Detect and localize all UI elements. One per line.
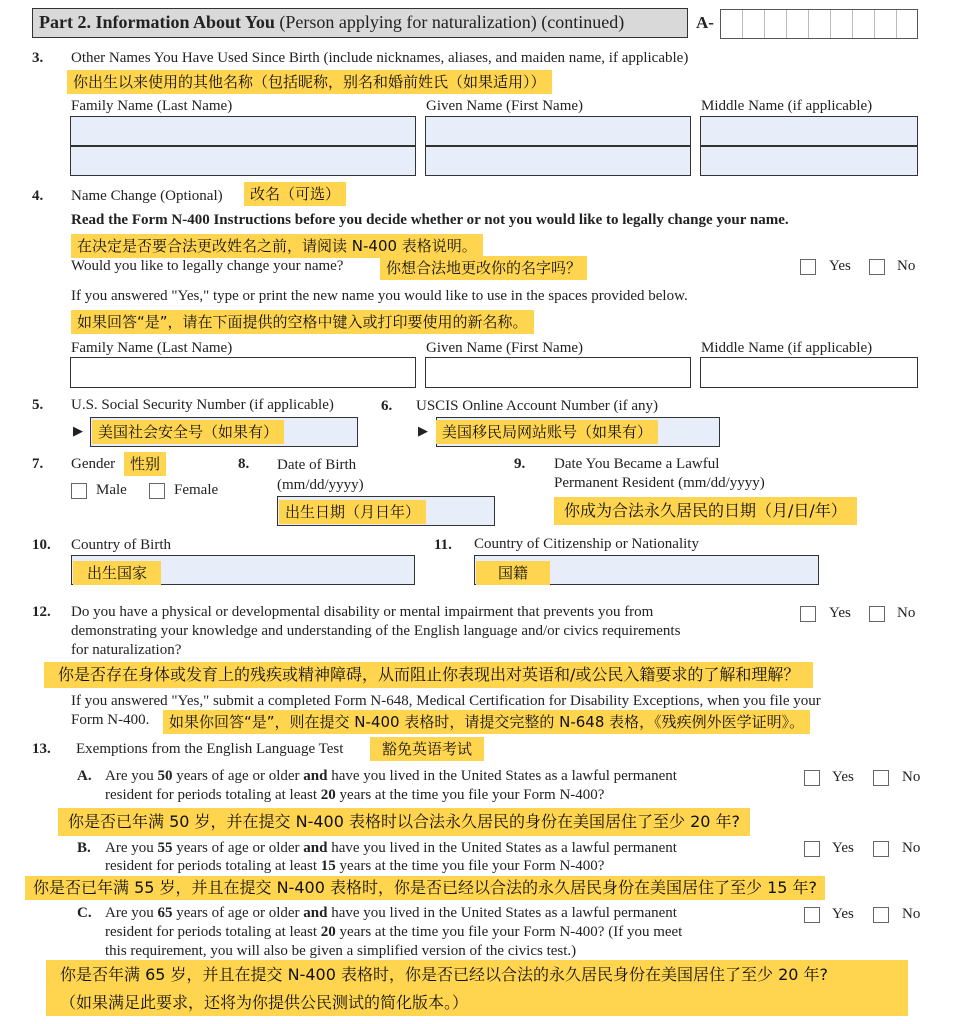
q13a-text-1: Are you: [105, 768, 158, 784]
q13a-text-4: resident for periods totaling at least: [105, 787, 321, 803]
q4-no-label: No: [897, 258, 916, 274]
q13b-line-1: [105, 840, 677, 857]
q4-question-translation: 你想合法地更改你的名字吗？: [380, 256, 587, 280]
part-title-rest: (Person applying for naturalization) (continued): [279, 12, 625, 32]
q5-label: U.S. Social Security Number (if applicable): [71, 397, 334, 413]
q13b-years: 15: [320, 858, 336, 874]
q4-family-field[interactable]: [70, 357, 416, 388]
q4-question: Would you like to legally change your name?: [71, 258, 344, 274]
q6-number: 6.: [381, 398, 393, 414]
q13a-no-label: No: [902, 769, 921, 785]
q13a-and: and: [303, 768, 328, 784]
q12-translation: 你是否存在身体或发育上的残疾或精神障碍，从而阻止你表现出对英语和/或公民入籍要求的了解和理解？: [44, 662, 813, 688]
q3-middle-field-1[interactable]: [700, 116, 918, 146]
q13a-text-3: have you lived in the United States as a lawful permanent: [327, 768, 677, 784]
q13c-translation-1: 你是否年满 65 岁，并且在提交 N-400 表格时，你是否已经以合法的永久居民身份在美国居住了至少 20 年?: [60, 965, 829, 984]
q3-middle-label: Middle Name (if applicable): [701, 98, 873, 114]
q4-given-label: Given Name (First Name): [426, 340, 584, 356]
q12-note-translation: 如果你回答“是”，则在提交 N-400 表格时，请提交完整的 N-648 表格，《残疾例外医学证明》。: [163, 710, 810, 734]
q13c-text-3: have you lived in the United States as a lawful permanent: [327, 905, 677, 921]
q13a-line-1: [105, 768, 677, 785]
q13b-yes-checkbox[interactable]: [804, 841, 820, 857]
q13c-and: and: [303, 905, 328, 921]
q4-given-field[interactable]: [425, 357, 691, 388]
q11-number: 11.: [434, 537, 452, 553]
q13b-letter: B.: [77, 840, 91, 856]
q4-middle-field[interactable]: [700, 357, 918, 388]
q4-instruction-translation: 在决定是否要合法更改姓名之前，请阅读 N-400 表格说明。: [71, 234, 483, 258]
q13b-text-4: resident for periods totaling at least: [105, 858, 321, 874]
q13c-text-4: resident for periods totaling at least: [105, 924, 321, 940]
q13c-text-1: Are you: [105, 905, 158, 921]
q13c-yes-checkbox[interactable]: [804, 907, 820, 923]
q13-label: Exemptions from the English Language Test: [76, 741, 344, 757]
q13c-text-5: years at the time you file your Form N-400? (If you meet: [335, 924, 683, 940]
q13a-translation: 你是否已年满 50 岁，并在提交 N-400 表格时以合法永久居民的身份在美国居住了至少 20 年?: [58, 808, 750, 836]
q12-yes-label: Yes: [829, 605, 851, 621]
q13c-letter: C.: [77, 905, 92, 921]
q3-middle-field-2[interactable]: [700, 146, 918, 176]
q10-label: Country of Birth: [71, 537, 171, 553]
q4-if-yes-text: If you answered "Yes," type or print the new name you would like to use in the spaces provided below.: [71, 288, 688, 304]
q3-given-field-2[interactable]: [425, 146, 691, 176]
q12-line-1: Do you have a physical or developmental disability or mental impairment that prevents you from: [71, 604, 654, 620]
q13-translation: 豁免英语考试: [370, 737, 484, 761]
q4-family-label: Family Name (Last Name): [71, 340, 233, 356]
q9-number: 9.: [514, 456, 526, 472]
q13a-age: 50: [157, 768, 173, 784]
q6-arrow-icon: ▶: [418, 423, 428, 438]
q4-middle-label: Middle Name (if applicable): [701, 340, 873, 356]
q9-translation: 你成为合法永久居民的日期（月/日/年）: [554, 497, 857, 525]
q8-label-1: Date of Birth: [277, 457, 357, 473]
q12-no-label: No: [897, 605, 916, 621]
q3-family-label: Family Name (Last Name): [71, 98, 233, 114]
q12-note-2: Form N-400.: [71, 712, 150, 728]
q5-number: 5.: [32, 397, 44, 413]
q13c-years: 20: [320, 924, 336, 940]
q3-given-field-1[interactable]: [425, 116, 691, 146]
q6-translation: 美国移民局网站账号（如果有）: [436, 420, 658, 444]
q13b-age: 55: [157, 840, 173, 856]
q13b-yes-label: Yes: [832, 840, 854, 856]
q13b-no-checkbox[interactable]: [873, 841, 889, 857]
q13c-text-2: years of age or older: [172, 905, 304, 921]
q5-arrow-icon: ▶: [73, 423, 83, 438]
q5-translation: 美国社会安全号（如果有）: [92, 420, 284, 444]
q7-number: 7.: [32, 456, 44, 472]
q9-label-1: Date You Became a Lawful: [554, 456, 720, 472]
q13b-text-5: years at the time you file your Form N-400?: [335, 858, 605, 874]
q7-translation: 性别: [124, 452, 166, 476]
q3-number: 3.: [32, 50, 44, 66]
a-number-label: A-: [696, 13, 714, 32]
q13a-no-checkbox[interactable]: [873, 770, 889, 786]
part-header: [32, 8, 688, 38]
q13c-line-3: this requirement, you will also be given a simplified version of the civics test.): [105, 943, 577, 959]
q13c-line-2: [105, 924, 682, 941]
q3-family-field-2[interactable]: [70, 146, 416, 176]
q3-family-field-1[interactable]: [70, 116, 416, 146]
q11-label: Country of Citizenship or Nationality: [474, 536, 699, 552]
q13b-line-2: [105, 858, 604, 875]
q12-number: 12.: [32, 604, 51, 620]
q12-line-2: demonstrating your knowledge and understanding of the English language and/or civics requirements: [71, 623, 681, 639]
q13a-text-2: years of age or older: [172, 768, 304, 784]
q13a-years: 20: [320, 787, 336, 803]
part-title: Information About You: [95, 12, 275, 32]
q13c-translation-box: [46, 960, 908, 1016]
q13c-yes-label: Yes: [832, 906, 854, 922]
q7-male-checkbox[interactable]: [71, 483, 87, 499]
q8-translation: 出生日期（月日年）: [279, 500, 426, 524]
q4-translation: 改名（可选）: [244, 182, 346, 206]
q13b-no-label: No: [902, 840, 921, 856]
q13b-text-2: years of age or older: [172, 840, 304, 856]
q13c-translation-2: （如果满足此要求，还将为你提供公民测试的简化版本。）: [60, 993, 469, 1012]
q8-label-2: (mm/dd/yyyy): [277, 477, 364, 493]
q8-number: 8.: [238, 456, 250, 472]
q12-note-1: If you answered "Yes," submit a completed Form N-648, Medical Certification for Disability Exceptions, when you file your: [71, 693, 821, 709]
q12-line-3: for naturalization?: [71, 642, 182, 658]
q10-number: 10.: [32, 537, 51, 553]
q7-female-checkbox[interactable]: [149, 483, 165, 499]
q4-no-checkbox[interactable]: [869, 259, 885, 275]
q13a-text-5: years at the time you file your Form N-400?: [335, 787, 605, 803]
q13b-translation: 你是否已年满 55 岁，并且在提交 N-400 表格时，你是否已经以合法的永久居民身份在美国居住了至少 15 年?: [25, 876, 825, 900]
q13c-line-1: [105, 905, 677, 922]
part-label: Part 2.: [39, 12, 91, 32]
q13b-text-3: have you lived in the United States as a lawful permanent: [327, 840, 677, 856]
q13c-age: 65: [157, 905, 173, 921]
q4-instruction: Read the Form N-400 Instructions before you decide whether or not you would like to legally change your name.: [71, 212, 789, 228]
q13a-yes-label: Yes: [832, 769, 854, 785]
q10-translation: 出生国家: [73, 561, 161, 585]
q9-label-2: Permanent Resident (mm/dd/yyyy): [554, 475, 765, 491]
q4-if-yes-translation: 如果回答“是”，请在下面提供的空格中键入或打印要使用的新名称。: [71, 310, 534, 334]
q13a-letter: A.: [77, 768, 92, 784]
q4-label: Name Change (Optional): [71, 188, 223, 204]
q12-no-checkbox[interactable]: [869, 606, 885, 622]
a-number-field[interactable]: [720, 9, 918, 39]
q11-translation: 国籍: [476, 561, 550, 585]
q3-label: Other Names You Have Used Since Birth (include nicknames, aliases, and maiden name, if applicable): [71, 50, 689, 66]
q4-yes-checkbox[interactable]: [800, 259, 816, 275]
q13b-text-1: Are you: [105, 840, 158, 856]
q7-male-label: Male: [96, 482, 127, 498]
q3-given-label: Given Name (First Name): [426, 98, 584, 114]
q13b-and: and: [303, 840, 328, 856]
q4-yes-label: Yes: [829, 258, 851, 274]
q13c-no-label: No: [902, 906, 921, 922]
q4-number: 4.: [32, 188, 44, 204]
q13a-yes-checkbox[interactable]: [804, 770, 820, 786]
q7-label: Gender: [71, 456, 116, 472]
q3-translation: 你出生以来使用的其他名称（包括昵称，别名和婚前姓氏（如果适用））: [67, 70, 552, 94]
q7-female-label: Female: [174, 482, 219, 498]
q6-label: USCIS Online Account Number (if any): [416, 398, 659, 414]
q13c-no-checkbox[interactable]: [873, 907, 889, 923]
q12-yes-checkbox[interactable]: [800, 606, 816, 622]
q13-number: 13.: [32, 741, 51, 757]
q13a-line-2: [105, 787, 604, 804]
